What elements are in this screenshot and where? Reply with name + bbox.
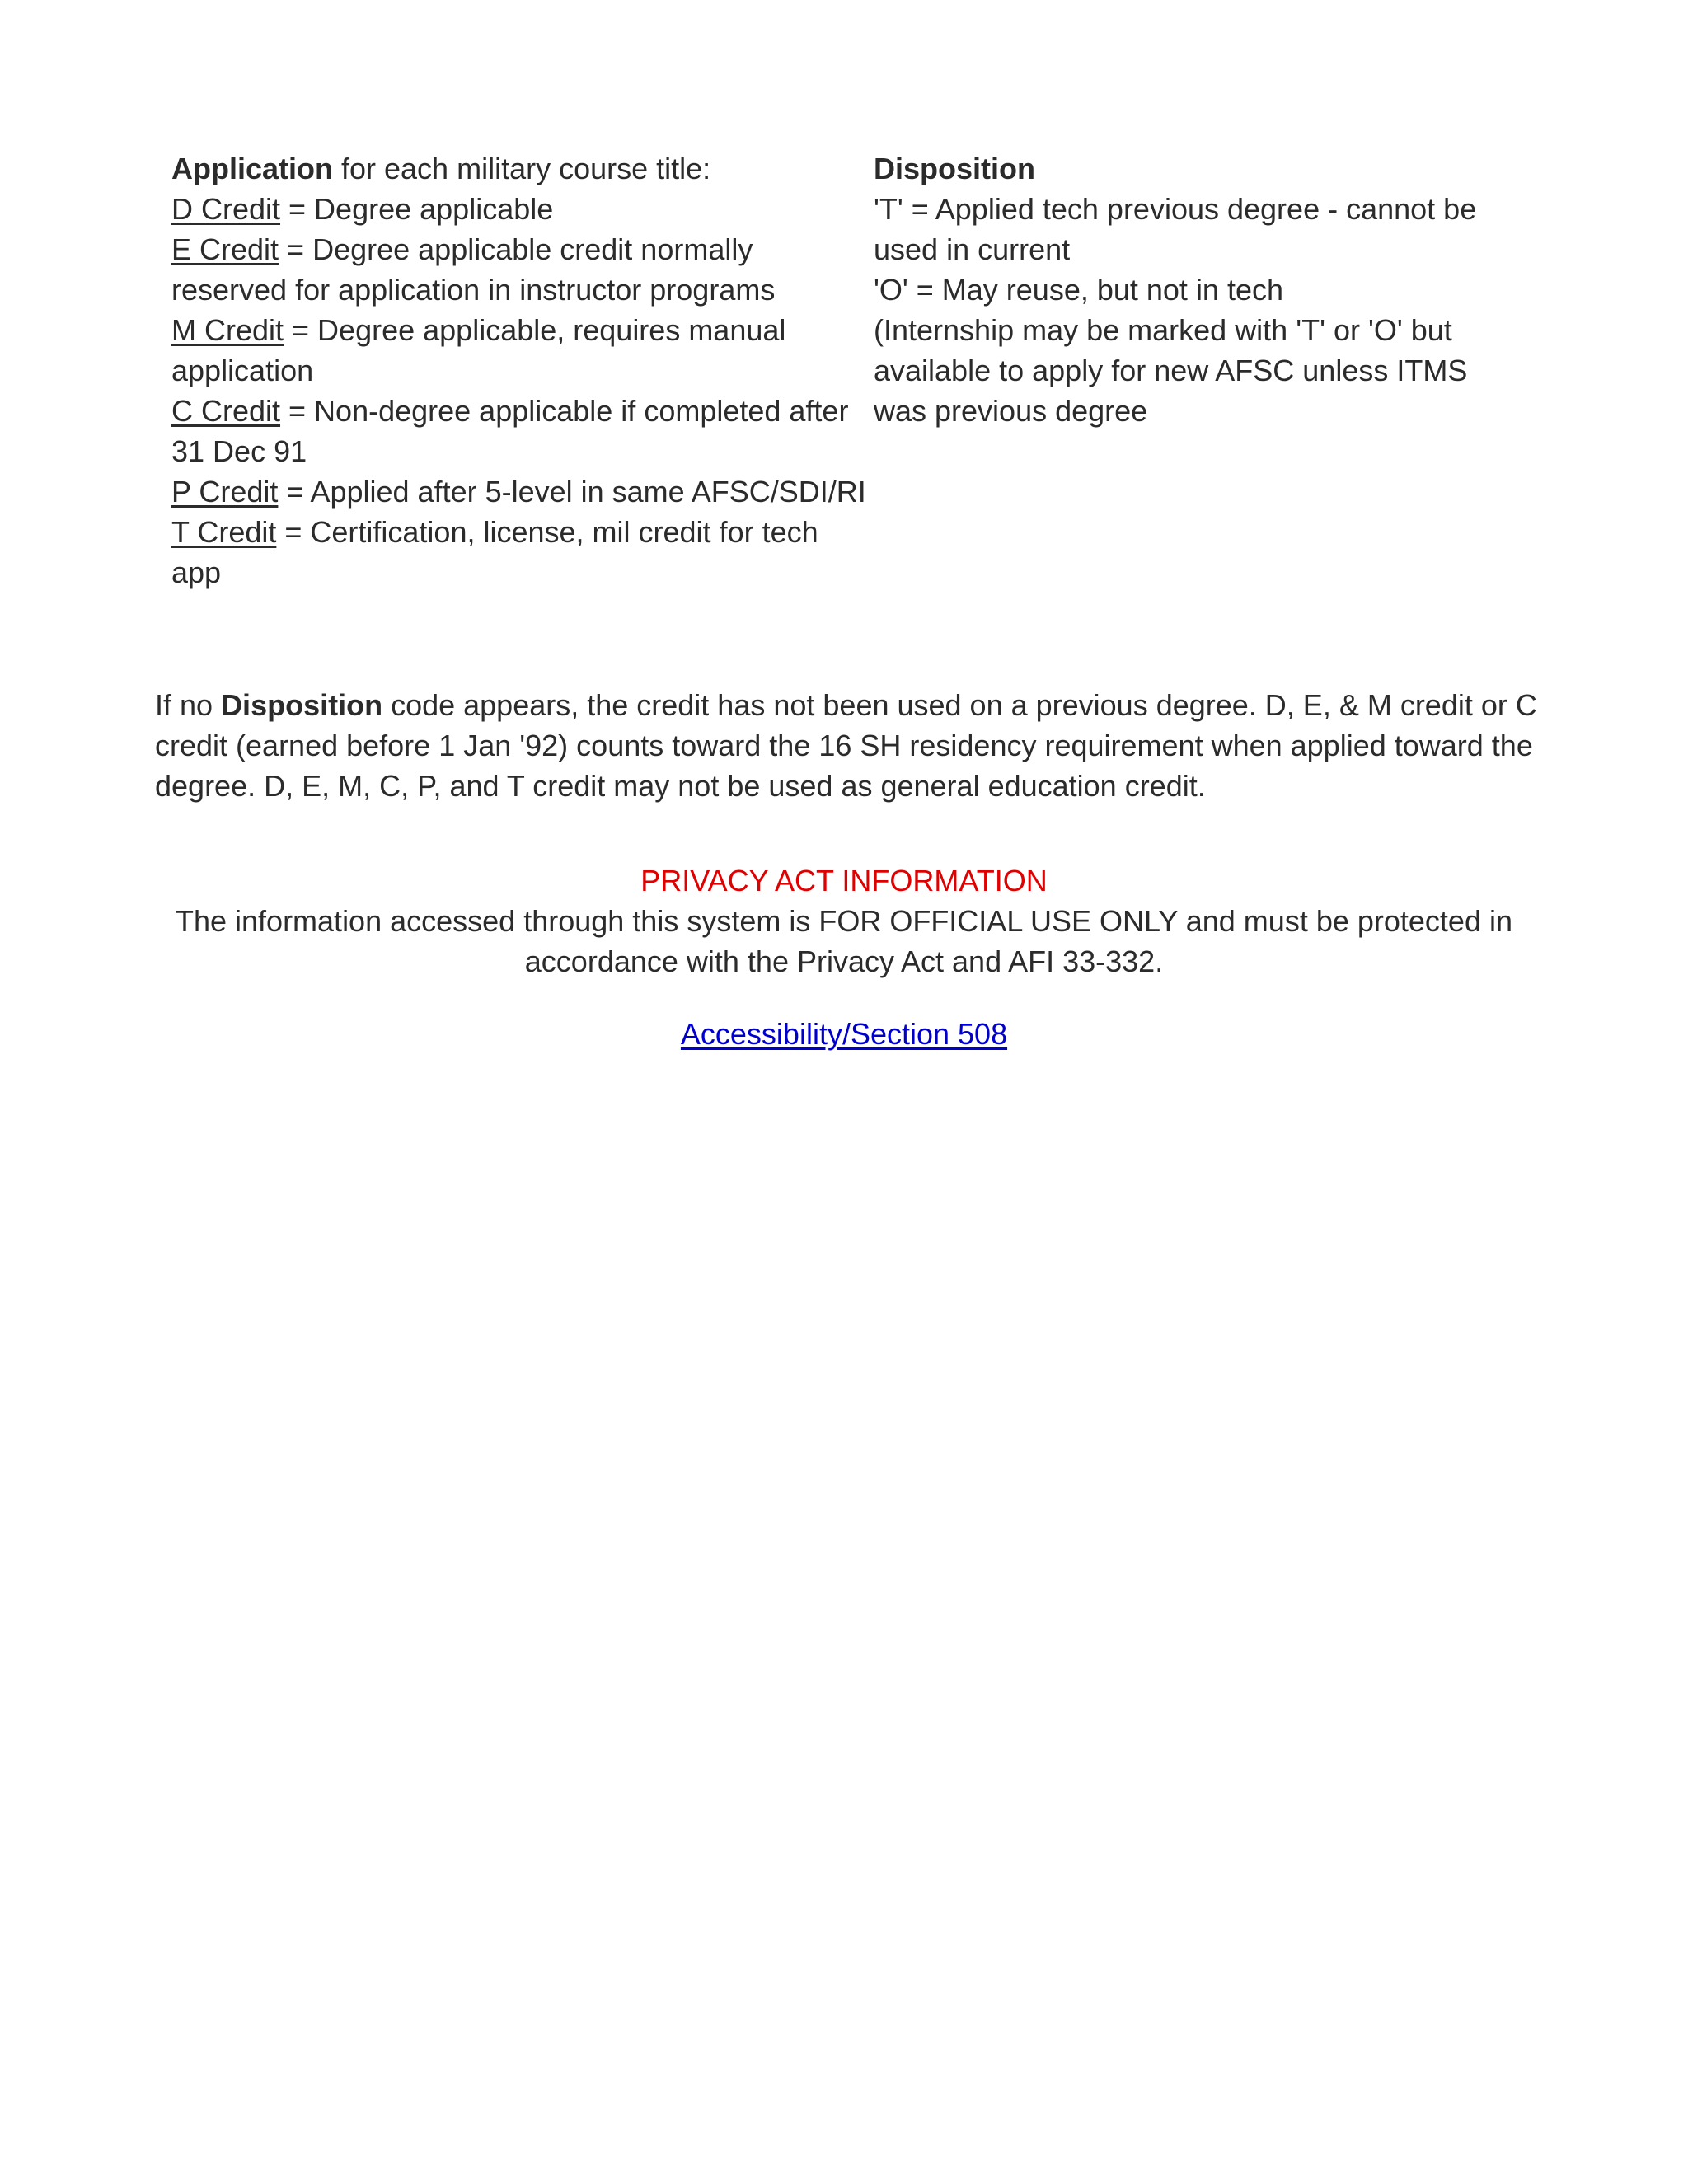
application-item-p [171, 471, 874, 512]
credit-legend [171, 148, 1540, 593]
disposition-column [874, 148, 1517, 593]
application-item-d [171, 189, 874, 229]
application-item-text: = Degree applicable credit normally reserved for application in instructor programs [171, 232, 776, 307]
application-item-code: T Credit [171, 515, 277, 549]
application-item-text: = Degree applicable [280, 192, 554, 226]
application-heading-bold: Application [171, 152, 333, 185]
application-item-c [171, 391, 874, 471]
application-item-m [171, 310, 874, 391]
privacy-text: The information accessed through this system is FOR OFFICIAL USE ONLY and must be protected in accordance with the Privacy Act and AFI 33-332. [175, 904, 1512, 978]
application-item-code: E Credit [171, 232, 279, 266]
application-column [171, 148, 874, 593]
application-item-code: D Credit [171, 192, 281, 226]
application-item-code: C Credit [171, 394, 281, 428]
application-item-code: P Credit [171, 475, 279, 509]
application-item-code: M Credit [171, 313, 284, 347]
disposition-line-t: 'T' = Applied tech previous degree - cannot be used in current [874, 192, 1477, 266]
footer [0, 1014, 1688, 1054]
notes-rest: code appears, the credit has not been used on a previous degree. D, E, & M credit or C credit (earned before 1 Jan '92) counts toward the 16 SH residency requirement when applied toward the degree. D, E, M, C, P, and T credit may not be used as general education credit. [155, 688, 1537, 803]
disposition-line-internship: (Internship may be marked with 'T' or 'O' but available to apply for new AFSC unless ITMS was previous degree [874, 313, 1468, 428]
notes-prefix: If no [155, 688, 222, 722]
disposition-line-o: 'O' = May reuse, but not in tech [874, 273, 1284, 307]
disposition-heading: Disposition [874, 152, 1035, 185]
application-item-e [171, 229, 874, 310]
application-item-text: = Degree applicable, requires manual application [171, 313, 786, 387]
application-item-t [171, 512, 874, 593]
accessibility-link[interactable]: Accessibility/Section 508 [680, 1017, 1008, 1051]
privacy-title: PRIVACY ACT INFORMATION [640, 864, 1048, 898]
application-item-text: = Non-degree applicable if completed after 31 Dec 91 [171, 394, 849, 468]
privacy-act-section [115, 860, 1573, 982]
disposition-notes [155, 685, 1540, 806]
notes-bold: Disposition [221, 688, 383, 722]
application-heading [171, 148, 874, 189]
application-item-text: = Applied after 5-level in same AFSC/SDI/RI [278, 475, 866, 509]
application-heading-rest: for each military course title: [333, 152, 711, 185]
application-item-text: = Certification, license, mil credit for tech app [171, 515, 818, 589]
